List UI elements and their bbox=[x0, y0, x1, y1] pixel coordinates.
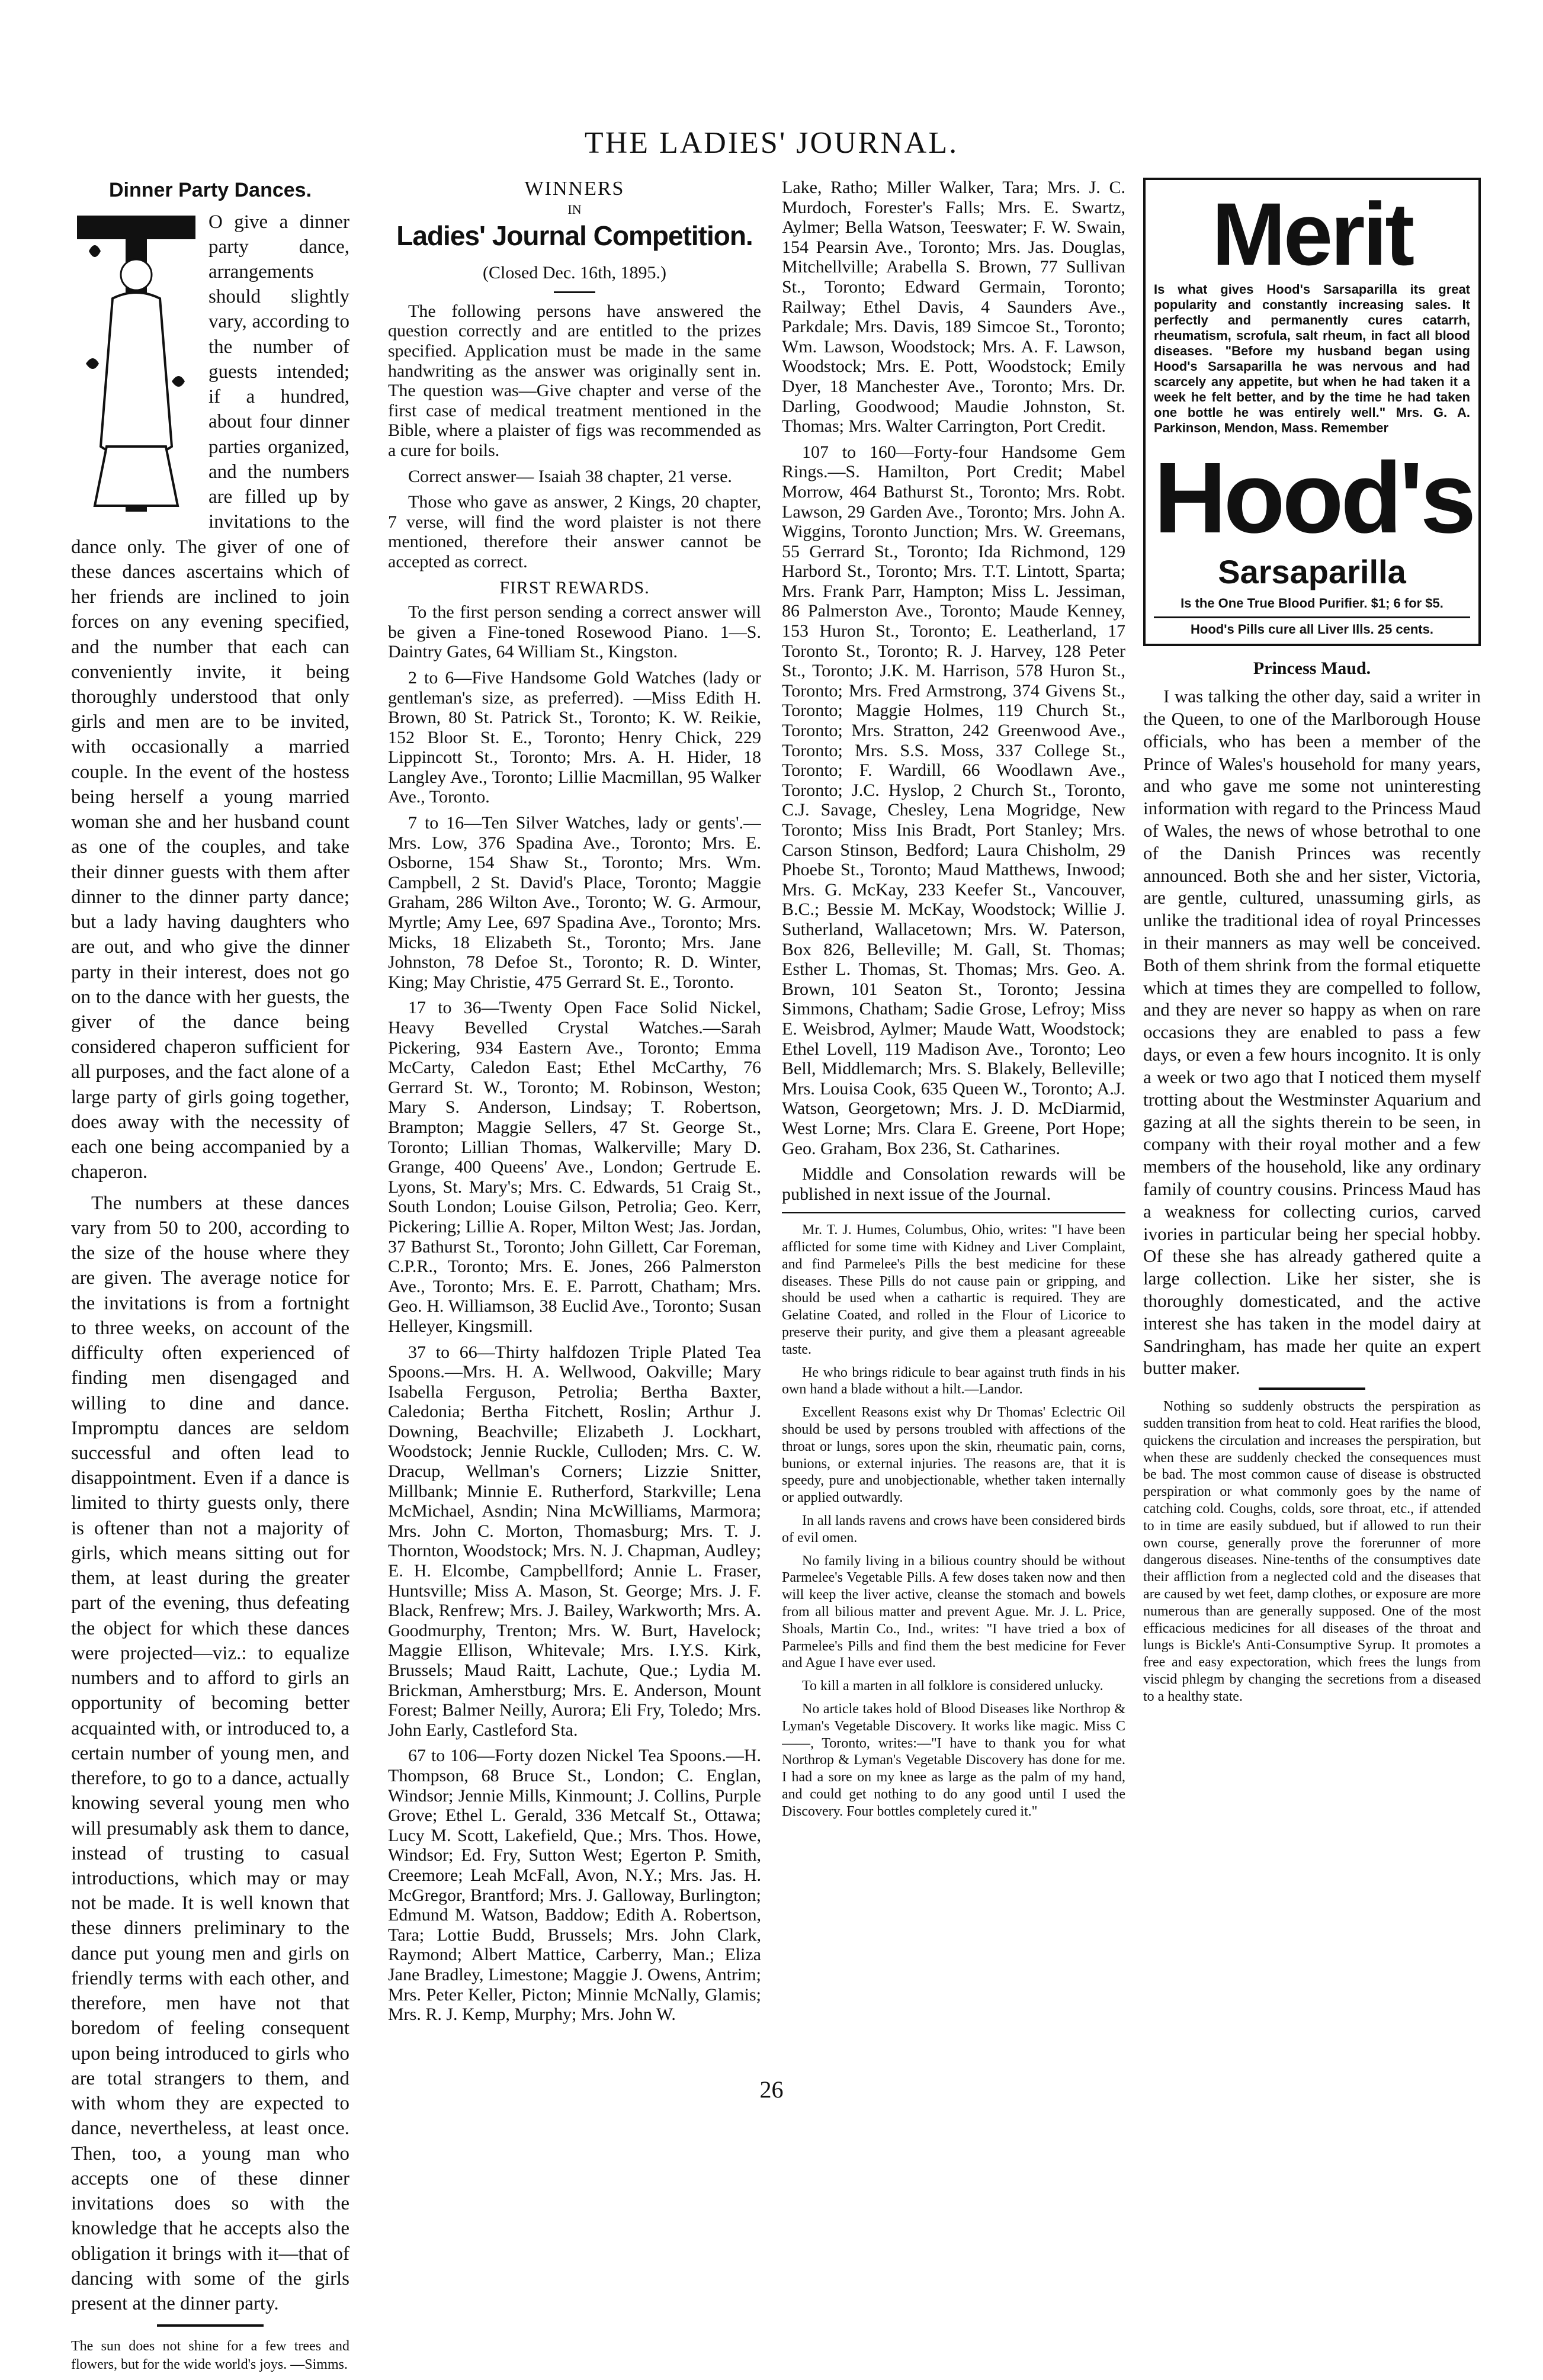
divider bbox=[782, 1212, 1125, 1213]
winners-list: 37 to 66—Thirty halfdozen Triple Plated Tea Spoons.—Mrs. H. A. Wellwood, Oakville; Mary Isabella Ferguson, Petrolia; Bertha Baxter, Caledonia; Bertha Fitchett, Roslin; Arthur J. Downing, Beachville; Elizabeth J. Lockhart, Woodstock; Jennie Ruckle, Culloden; Mrs. C. W. Dracup, Wellman's Corners; Lizzie Snitter, Millbank; Minnie E. Rutherford, Starkville; Lena McMichael, Asndin; Nina McWilliams, Marmora; Mrs. John C. Morton, Thomasburg; Mrs. T. J. Thornton, Woodstock; Mrs. N. J. Chapman, Audley; E. H. Elcombe, Campbellford; Annie L. Fraser, Huntsville; Miss A. Mason, St. George; Mrs. J. F. Black, Renfrew; Mrs. J. Bailey, Warkworth; Mrs. A. Goodmurphy, Trenton; Mrs. W. Burt, Havelock; Maggie Ellison, Whitevale; Mrs. I.Y.S. Kirk, Brussels; Maud Raitt, Lachute, Que.; Lydia M. Brickman, Amherstburg; Mrs. E. Anderson, Mount Forest; Balmer Neilly, Aurora; Eli Fry, Toledo; Mrs. John Early, Castleford Sta. bbox=[388, 1342, 761, 1740]
winners-list: 17 to 36—Twenty Open Face Solid Nickel, Heavy Bevelled Crystal Watches.—Sarah Pickering, 934 Eastern Ave., Toronto; Emma McCarty, Caledon East; Ethel McCarthy, 76 Gerrard St. W., Toronto; M. Robinson, Weston; Mary S. Anderson, Lindsay; T. Robertson, Brampton; Maggie Sellers, 47 St. George St., Toronto; Lillian Thomas, Walkerville; Mary D. Grange, 400 Queens' Ave., London; Gertrude E. Lyons, St. Mary's; Mrs. C. Edwards, 51 Craig St., South London; Louise Gilson, Petrolia; Geo. Kerr, Pickering; Lillie A. Roper, Milton West; Jas. Jordan, 37 Bathurst St., Toronto; John Gillett, Car Foreman, C.P.R., Toronto; Mrs. E. Jones, 266 Palmerston Ave., Toronto; Mrs. E. E. Parrott, Chatham; Mrs. Geo. H. Williamson, 38 Euclid Ave., Toronto; Susan Helleyer, Kingsmill. bbox=[388, 998, 761, 1336]
correct-answer: Correct answer— Isaiah 38 chapter, 21 verse. bbox=[408, 466, 732, 486]
winners-heading: WINNERS bbox=[524, 178, 625, 200]
princess-maud-article: I was talking the other day, said a writer in the Queen, to one of the Marlborough House officials, who has been a member of the Prince of Wales's household for many years, and who gave me some not uninteresting information with regard to the Princess Maud of Wales, the news of whose betrothal to one of the Danish Princes was recently announced. Both she and her sister, Victoria, are gentle, cultured, unassuming girls, as unlike the traditional idea of royal Princesses in their manners as may well be conceived. Both of them shrink from the formal etiquette which at times they are compelled to follow, and they are never so happy as when on rare occasions they are enabled to pass a few days, or even a few hours incognito. It is only a week or two ago that I noticed them myself trotting about the Westminster Aquarium and gazing at all the sights therein to be seen, in company with their royal mother and a few members of the household, like any ordinary family of country cousins. Princess Maud has a weakness for collecting curios, carved ivories in particular being her special hobby. Of these she has already gathered quite a large collection. Like her sister, she is thoroughly domesticated, and the active interest she has taken in the model dairy at Sandringham, has made her quite an expert butter maker. bbox=[1143, 686, 1481, 1379]
winners-list: To the first person sending a correct answer will be given a Fine-toned Rosewood Piano. 1—S. Daintry Gates, 64 William St., Kingston. bbox=[388, 602, 761, 662]
ridicule-quote: He who brings ridicule to bear against truth finds in his own hand a blade without a hilt.—Landor. bbox=[782, 1364, 1125, 1398]
winners-list: 107 to 160—Forty-four Handsome Gem Rings.—S. Hamilton, Port Credit; Mabel Morrow, 464 Bathurst St., Toronto; Mrs. Robt. Lawson, 29 Garden Ave., Toronto; Mrs. John A. Wiggins, Toronto Junction; Mrs. W. Greemans, 55 Gerrard St., Toronto; Ida Richmond, 129 Harbord St., Toronto; Mrs. T.T. Lintott, Sparta; Mrs. Frank Parr, Hampton; Miss L. Jessiman, 86 Palmerston Ave., Toronto; Maude Kenney, 153 Huron St., Toronto; E. Leatherland, 17 Toronto St., Toronto; R. J. Harvey, 128 Peter St., Toronto; J.K. M. Harrison, 578 Huron St., Toronto; Mrs. Fred Armstrong, 374 Givens St., Toronto; Maggie Holmes, 119 Church St., Toronto; Mrs. Stratton, 242 Greenwood Ave., Toronto; Mrs. S.S. Moss, 337 College St., Toronto; F. Wardill, 66 Woodlawn Ave., Toronto; J.C. Hyslop, 2 Church St., Toronto, C.J. Savage, Chesley, Lena Mogridge, New Toronto; Miss Inis Bradt, Port Stanley; Mrs. Carson Stinson, Bedford; Laura Chisholm, 29 Phoebe St., Toronto; Maud Matthews, Inwood; Mrs. G. McKay, 233 Keefer St., Vancouver, B.C.; Bessie M. McKay, Woodstock; Willie J. Sutherland, Wallacetown; Mrs. W. Paterson, Box 826, Belleville; M. Gall, St. Thomas; Esther L. Thomas, St. Thomas; Mrs. Geo. A. Brown, 101 Seaton St., Toronto; Jessina Simmons, Chatham; Sadie Grose, Lefroy; Miss E. Weisbrod, Aylmer; Maude Watt, Woodstock; Ethel Lovell, 119 Madison Ave., Toronto; Leo Bell, Middlemarch; Mrs. S. Blakely, Belleville; Mrs. Louisa Cook, 635 Queen W., Toronto; A.J. Watson, Georgetown; Mrs. J. D. McDiarmid, West Lorne; Mrs. Clara E. Greene, Port Hope; Geo. Graham, Box 236, St. Catharines. bbox=[782, 442, 1125, 1158]
winners-in: IN bbox=[567, 202, 582, 217]
ad-tagline: Is the One True Blood Purifier. $1; 6 for $5. bbox=[1180, 595, 1443, 611]
ad-body: Is what gives Hood's Sarsaparilla its great popularity and constantly increasing sales. It perfectly and permanently cures catarrh, rheumatism, scrofula, salt rheum, in fact all blood diseases. "Before my husband began using Hood's Sarsaparilla he was nervous and had scarcely any appetite, but when he had taken it a week he felt better, and by the time he had taken one bottle he was entirely well." Mrs. G. A. Parkinson, Mendon, Mass. Remember bbox=[1154, 282, 1470, 435]
winners-list: Lake, Ratho; Miller Walker, Tara; Mrs. J. C. Murdoch, Forester's Falls; Mrs. E. Swartz, Aylmer; Bella Watson, Teeswater; F. W. Swain, 154 Pearsin Ave., Toronto; Mrs. Jas. Douglas, Mitchellville; Arabella S. Brown, 77 Sullivan St., Toronto; Edward Germain, Toronto; Railway; Ethel Davis, 4 Saunders Ave., Parkdale; Mrs. Davis, 189 Simcoe St., Toronto; Wm. Lawson, Woodstock; Mrs. A. F. Lawson, Woodstock; Mrs. E. Pott, Woodstock; Emily Dyer, 18 Manchester Ave., Toronto; Mrs. Dr. Darling, Goodwood; Maudie Johnston, St. Thomas; Mrs. Walter Carrington, Port Credit. bbox=[782, 178, 1125, 436]
winners-list: 67 to 106—Forty dozen Nickel Tea Spoons.—H. Thompson, 68 Bruce St., London; C. Englan, Windsor; Jennie Mills, Kinmount; J. Collins, Purple Grove; Ethel L. Gerald, 336 Metcalf St., Ottawa; Lucy M. Scott, Lakefield, Que.; Mrs. Thos. Howe, Windsor; Ed. Fry, Sutton West; Egerton P. Smith, Creemore; Leah McFall, Avon, N.Y.; Mrs. Jas. H. McGregor, Brantford; Mrs. J. Galloway, Burlington; Edmund M. Watson, Baddow; Edith A. Robertson, Tara; Lottie Budd, Brussels; Mrs. John Clark, Raymond; Albert Mattice, Carberry, Man.; Eliza Jane Bradley, Limestone; Maggie J. Owens, Antrim; Mrs. Peter Keller, Picton; Minnie McNally, Glamis; Mrs. R. J. Kemp, Murphy; Mrs. John W. bbox=[388, 1746, 761, 2025]
ravens-note: In all lands ravens and crows have been considered birds of evil omen. bbox=[782, 1513, 1125, 1546]
page-number: 26 bbox=[759, 2076, 784, 2103]
article-title: Princess Maud. bbox=[1253, 658, 1371, 678]
competition-title: Ladies' Journal Competition. bbox=[396, 220, 753, 251]
intro-paragraph: The following persons have answered the question correctly and are entitled to the prizes specified. Application must be made in the same handwriting as the answer was originally sent in. The question was—Give chapter and verse of the first case of medical treatment mentioned in the Bible, where a plaister of figs was recommended as a cure for boils. bbox=[388, 301, 761, 460]
winners-list: 2 to 6—Five Handsome Gold Watches (lady or gentleman's size, as preferred). —Miss Edith H. Brown, 80 St. Patrick St., Toronto; K. W. Reikie, 152 Bloor St. E., Toronto; Henry Chick, 229 Lippincott St., Toronto; Mrs. A. H. Hider, 18 Langley Ave., Toronto; Lillie Macmillan, 95 Walker Ave., Toronto. bbox=[388, 667, 761, 807]
paragraph: The numbers at these dances vary from 50 to 200, according to the size of the house where they are given. The average notice for the invitations is from a fortnight to three weeks, on account of the difficulty often experienced of finding men disengaged and willing to dine and dance. Impromptu dances are seldom successful and often lead to disappointment. Even if a dance is limited to thirty guests only, there is oftener than not a majority of girls, which means sitting out for them, at least during the greater part of the evening, thus defeating the object for which these dances were projected—viz.: to equalize numbers and to afford to girls an opportunity of becoming better acquainted with, or introduced to, a certain number of young men, and therefore, to go to a dance, actually knowing several young men who will presumably ask them to dance, instead of trusting to casual introductions, which may or may not be made. It is well known that these dinners preliminary to the dance put young men and girls on friendly terms with each other, and therefore, men have not that boredom of feeling consequent upon being introduced to girls who are total strangers to them, and with whom they are expected to dance, nevertheless, at least once. Then, too, a young man who accepts one of these dinner invitations does so with the knowledge that he accepts also the obligation it brings with it—that of dancing with some of the girls present at the dinner party. bbox=[71, 1192, 349, 2314]
article-title: Dinner Party Dances. bbox=[108, 179, 312, 201]
closed-date: (Closed Dec. 16th, 1895.) bbox=[483, 263, 666, 283]
bickle-syrup-ad: Nothing so suddenly obstructs the perspiration as sudden transition from heat to cold. Heat rarifies the blood, quickens the circulation and increases the perspiration, but when these are suddenly checked the consequences must be bad. The most common cause of disease is obstructed perspiration or what commonly goes by the name of catching cold. Coughs, colds, sore throat, etc., if attended to in time are easily subdued, but if allowed to run their own course, generally prove the forerunner of more dangerous diseases. Nine-tenths of the consumptives date their affliction from a neglected cold and the diseases that are caused by wet feet, damp clothes, or exposure are more numerous than are generally supposed. One of the most efficacious medicines for all diseases of the throat and lungs is Bickle's Anti-Consumptive Syrup. It promotes a free and easy expectoration, which frees the lungs from viscid phlegm by changing the secretions from a diseased to a healthy state. bbox=[1143, 1399, 1481, 1704]
masthead: THE LADIES' JOURNAL. bbox=[584, 126, 959, 160]
note-paragraph: Those who gave as answer, 2 Kings, 20 chapter, 7 verse, will find the word plaister is not there mentioned, therefore their answer cannot be accepted as correct. bbox=[388, 492, 761, 571]
divider bbox=[157, 2324, 264, 2327]
paragraph: O give a dinner party dance, arrangements should slightly vary, according to the number of guests intended; if a hundred, about four dinner parties organized, and the numbers are filled up by invitations to the dance only. The giver of one of these dances ascertains which of her friends are inclined to join forces on any evening specified, and the number that each can conveniently invite, it being thoroughly understood that only girls and men are to be invited, with occasionally a married couple. In the event of the hostess being herself a young married woman she and her husband count as one of the couples, and take their dinner guests with them after dinner to the dinner party dance; but a lady having daughters who are out, and who give the dinner party in their interest, does not go on to the dance with her guests, the giver of the dance being considered chaperon sufficient for all purposes, and the fact alone of a large party of girls going together, does away with the necessity of each one being accompanied by a chaperon. bbox=[71, 211, 349, 1183]
illustration-lady-dropcap-t bbox=[71, 210, 201, 518]
ad-pills-line: Hood's Pills cure all Liver Ills. 25 cents. bbox=[1154, 616, 1470, 638]
marten-note: To kill a marten in all folklore is considered unlucky. bbox=[802, 1678, 1103, 1694]
ad-product-name: Sarsaparilla bbox=[1218, 553, 1406, 590]
column-advert-princess bbox=[1143, 178, 1481, 1711]
column-competition-cont bbox=[782, 178, 1125, 1826]
quote-snippet: The sun does not shine for a few trees and flowers, but for the wide world's joys. —Simms. bbox=[71, 2339, 349, 2372]
ad-merit-headline: Merit bbox=[1211, 184, 1413, 284]
eclectric-oil-ad: Excellent Reasons exist why Dr Thomas' Eclectric Oil should be used by persons troubled with affections of the throat or lungs, sores upon the skin, rheumatic pain, corns, bunions, or external injuries. The reasons are, that it is speedy, pure and unobjectionable, whether taken internally or applied outwardly. bbox=[782, 1405, 1125, 1506]
northrop-ad: No article takes hold of Blood Diseases like Northrop & Lyman's Vegetable Discovery. It works like magic. Miss C——, Toronto, writes:—"I have to thank you for what Northrop & Lyman's Vegetable Discovery has done for me. I had a sore on my knee as large as the palm of my hand, and could get nothing to do any good until I used the Discovery. Four bottles completely cured it." bbox=[782, 1701, 1125, 1819]
testimonial: Mr. T. J. Humes, Columbus, Ohio, writes: "I have been afflicted for some time with Kidney and Liver Complaint, and find Parmelee's Pills the best medicine for these diseases. These Pills do not cause pain or gripping, and should be used when a cathartic is required. They are Gelatine Coated, and rolled in the Flour of Licorice to preserve their purity, and give them a pleasant agreeable taste. bbox=[782, 1222, 1125, 1357]
column-dinner-party bbox=[71, 178, 349, 2380]
ad-hoods-brand: Hood's bbox=[1154, 441, 1474, 554]
hoods-sarsaparilla-ad bbox=[1143, 178, 1481, 646]
column-competition bbox=[388, 178, 761, 2031]
winners-list: 7 to 16—Ten Silver Watches, lady or gents'.—Mrs. Low, 376 Spadina Ave., Toronto; Mrs. E. Osborne, 154 Shaw St., Toronto; Mrs. Wm. Campbell, 2 St. David's Place, Toronto; Maggie Graham, 286 Wilton Ave., Toronto; W. G. Armour, Myrtle; Amy Lee, 697 Spadina Ave., Toronto; Mrs. Micks, 18 Elizabeth St., Toronto; Mrs. Jane Johnston, 78 Defoe St., Toronto; R. D. Winter, King; May Christie, 475 Gerrard St. E., Toronto. bbox=[388, 813, 761, 992]
divider bbox=[1259, 1387, 1365, 1390]
first-rewards-heading: FIRST REWARDS. bbox=[499, 577, 650, 598]
parmelee-ad: No family living in a bilious country should be without Parmelee's Vegetable Pills. A few doses taken now and then will keep the liver active, cleanse the stomach and bowels from all bilious matter and prevent Ague. Mr. J. L. Price, Shoals, Martin Co., Ind., writes: "I have tried a box of Parmelee's Pills and find them the best medicine for Fever and Ague I have ever used. bbox=[782, 1553, 1125, 1671]
notice: Middle and Consolation rewards will be published in next issue of the Journal. bbox=[782, 1164, 1125, 1204]
divider bbox=[554, 291, 595, 293]
